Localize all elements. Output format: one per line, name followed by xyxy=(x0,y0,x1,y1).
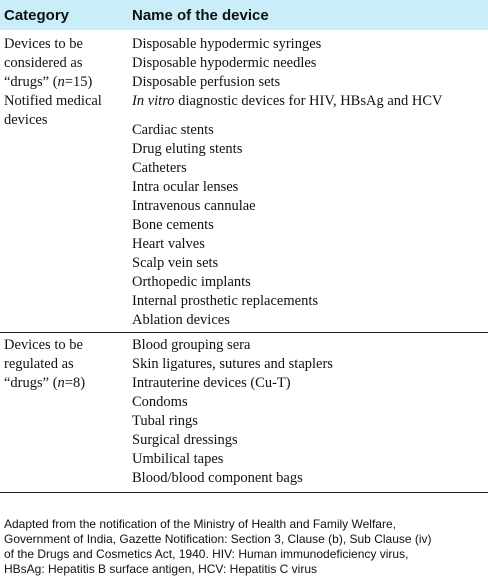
device-item: Intrauterine devices (Cu-T) xyxy=(132,375,291,391)
table-footnote xyxy=(4,517,488,577)
device-item: Tubal rings xyxy=(132,413,198,429)
category-text: =8) xyxy=(64,375,86,391)
footnote-line: of the Drugs and Cosmetics Act, 1940. HIV: Human immunodeficiency virus, xyxy=(4,547,409,561)
category-text: =15) xyxy=(64,74,93,90)
device-italic-text: In vitro xyxy=(132,93,175,109)
header-device-name: Name of the device xyxy=(132,7,269,24)
table-header xyxy=(0,0,488,30)
category-text: “drugs” ( xyxy=(4,74,58,90)
device-item: Heart valves xyxy=(132,236,205,252)
category-line: considered as xyxy=(4,55,83,71)
device-item: Skin ligatures, sutures and staplers xyxy=(132,356,333,372)
category-line: Devices to be xyxy=(4,36,83,52)
category-line: devices xyxy=(4,112,48,128)
category-line: Notified medical xyxy=(4,93,102,109)
device-item: Blood/blood component bags xyxy=(132,470,303,486)
category-line: Devices to be xyxy=(4,337,83,353)
device-item: Condoms xyxy=(132,394,188,410)
device-item: Surgical dressings xyxy=(132,432,238,448)
device-item: Orthopedic implants xyxy=(132,274,251,290)
category-line xyxy=(4,74,92,91)
device-item: Disposable perfusion sets xyxy=(132,74,281,90)
device-item: Bone cements xyxy=(132,217,214,233)
device-item: Ablation devices xyxy=(132,312,230,328)
device-item: Scalp vein sets xyxy=(132,255,219,271)
device-item: Blood grouping sera xyxy=(132,337,251,353)
header-category: Category xyxy=(4,7,70,24)
footnote-line: Adapted from the notification of the Ministry of Health and Family Welfare, xyxy=(4,517,396,531)
category-line xyxy=(4,375,85,392)
table-bottom-rule xyxy=(0,492,488,493)
device-item: Drug eluting stents xyxy=(132,141,243,157)
group-divider xyxy=(0,332,488,333)
device-item: Disposable hypodermic syringes xyxy=(132,36,322,52)
device-item: Umbilical tapes xyxy=(132,451,224,467)
device-item: Internal prosthetic replacements xyxy=(132,293,319,309)
device-item: Cardiac stents xyxy=(132,122,214,138)
footnote-line: HBsAg: Hepatitis B surface antigen, HCV: Hepatitis C virus xyxy=(4,562,318,576)
category-n-italic: n xyxy=(57,74,65,90)
device-item: Intravenous cannulae xyxy=(132,198,256,214)
category-text: “drugs” ( xyxy=(4,375,58,391)
category-n-italic: n xyxy=(57,375,65,391)
device-text: diagnostic devices for HIV, HBsAg and HCV xyxy=(174,93,443,109)
footnote-line: Government of India, Gazette Notification: Section 3, Clause (b), Sub Clause (iv) xyxy=(4,532,432,546)
device-item: Disposable hypodermic needles xyxy=(132,55,317,71)
device-item: Intra ocular lenses xyxy=(132,179,239,195)
device-item xyxy=(132,93,443,110)
category-line: regulated as xyxy=(4,356,74,372)
device-item: Catheters xyxy=(132,160,187,176)
